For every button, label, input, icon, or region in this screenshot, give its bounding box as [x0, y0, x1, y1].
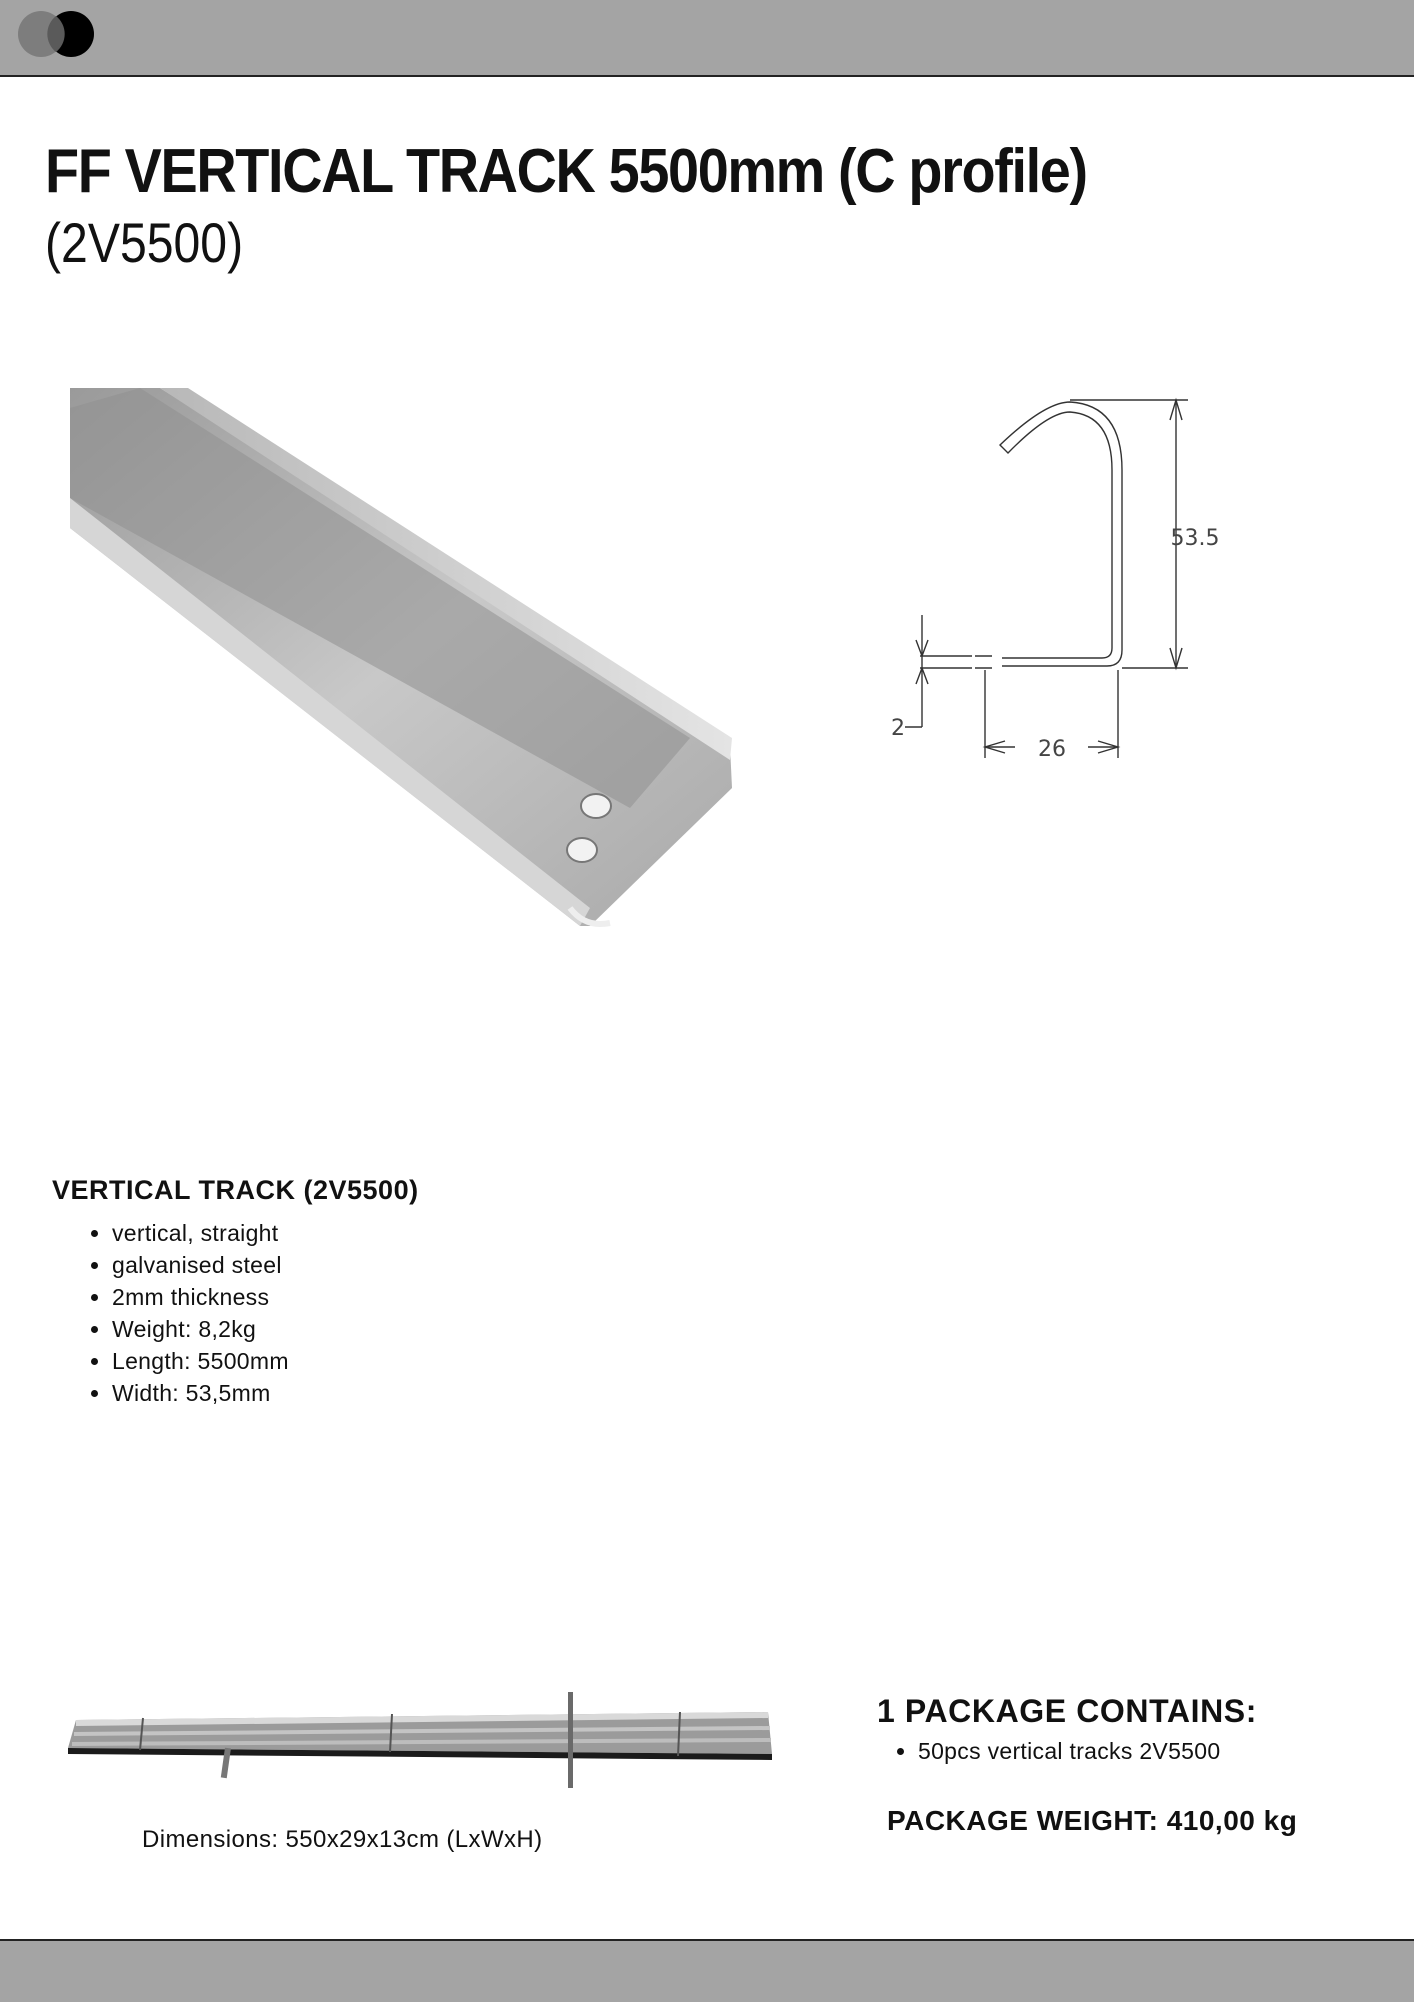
spec-item: • Length: 5500mm	[112, 1345, 289, 1377]
height-dimension-label: 53.5	[1170, 526, 1220, 551]
spec-item: • Width: 53,5mm	[112, 1377, 289, 1409]
package-weight: PACKAGE WEIGHT: 410,00 kg	[887, 1805, 1298, 1836]
package-bundle-photo	[68, 1692, 778, 1792]
spec-item: • vertical, straight	[112, 1217, 289, 1249]
spec-item: • Weight: 8,2kg	[112, 1313, 289, 1345]
spec-item: • 2mm thickness	[112, 1281, 289, 1313]
width-dimension-label: 26	[1038, 737, 1066, 762]
page-title: FF VERTICAL TRACK 5500mm (C profile)	[45, 137, 1087, 206]
footer-bar	[0, 1939, 1414, 2002]
package-contents-heading: 1 PACKAGE CONTAINS:	[877, 1693, 1258, 1729]
brand-logo-icon	[18, 6, 104, 62]
package-contents-item: • 50pcs vertical tracks 2V5500	[918, 1735, 1220, 1767]
product-code: (2V5500)	[45, 211, 244, 274]
header-bar	[0, 0, 1414, 77]
package-contents-list	[880, 1735, 1220, 1767]
spec-heading: VERTICAL TRACK (2V5500)	[52, 1175, 419, 1205]
package-dimensions: Dimensions: 550x29x13cm (LxWxH)	[142, 1826, 543, 1853]
spec-item: • galvanised steel	[112, 1249, 289, 1281]
spec-list	[72, 1217, 289, 1409]
thickness-dimension-label: 2	[891, 716, 905, 741]
profile-drawing	[860, 390, 1220, 770]
product-photo	[70, 388, 732, 928]
